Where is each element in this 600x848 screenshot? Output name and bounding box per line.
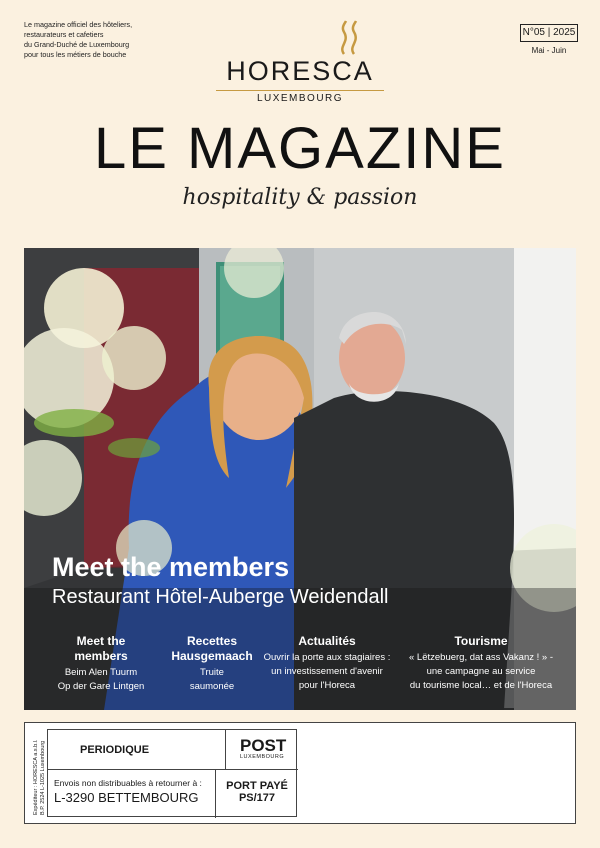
column-text: une campagne au service xyxy=(426,666,536,677)
column-recettes xyxy=(158,634,266,694)
magazine-subtitle: hospitality & passion xyxy=(182,185,418,210)
column-text: Op der Gare Lintgen xyxy=(57,681,145,692)
logo-rule xyxy=(216,90,384,91)
return-address xyxy=(48,770,216,818)
post-logo-word: POST xyxy=(240,736,287,755)
feature-subtitle: Restaurant Hôtel-Auberge Weidendall xyxy=(52,586,389,608)
tagline-line: pour tous les métiers de bouche xyxy=(24,50,127,59)
tagline-line: restaurateurs et cafetiers xyxy=(24,30,104,39)
column-text: du tourisme local… et de l'Horeca xyxy=(409,680,553,691)
column-text: pour l'Horeca xyxy=(298,680,356,691)
column-heading: Meet the xyxy=(76,634,126,648)
column-meet-members xyxy=(42,634,160,694)
issue-info xyxy=(520,24,578,55)
issue-number: N°05 | 2025 xyxy=(520,24,578,42)
port-paye-code: PS/177 xyxy=(238,792,276,804)
column-heading: Recettes xyxy=(186,634,238,648)
tagline-line: Le magazine officiel des hôteliers, xyxy=(24,20,133,29)
column-text: saumonée xyxy=(189,681,235,692)
masthead-tagline xyxy=(24,20,174,60)
column-heading: Hausgemaach xyxy=(171,649,253,663)
post-logo-sub: LUXEMBOURG xyxy=(240,754,285,760)
column-actualites xyxy=(252,634,402,693)
port-paye-label: PORT PAYÉ xyxy=(226,780,288,792)
port-paye xyxy=(216,770,298,818)
periodique-label: PERIODIQUE xyxy=(48,730,226,770)
magazine-title: LE MAGAZINE xyxy=(94,116,506,181)
column-heading: Tourisme xyxy=(454,634,508,648)
column-text: un investissement d'avenir xyxy=(271,666,383,677)
mailing-label xyxy=(24,722,576,824)
tagline-line: du Grand-Duché de Luxembourg xyxy=(24,40,130,49)
column-text: Truite xyxy=(200,667,224,678)
column-text: Beim Alen Tuurm xyxy=(64,667,138,678)
postage-block xyxy=(47,729,297,817)
steam-icon xyxy=(336,20,366,56)
column-text: Ouvrir la porte aux stagiaires : xyxy=(263,652,391,663)
feature-title: Meet the members xyxy=(52,552,290,582)
return-text: Envois non distribuables à retourner à : xyxy=(54,778,202,788)
column-text: « Lëtzebuerg, dat ass Vakanz ! » - xyxy=(409,652,553,663)
column-tourisme xyxy=(396,634,566,693)
cover-photo xyxy=(24,248,576,710)
column-heading: Actualités xyxy=(298,634,356,648)
logo-wordmark: HORESCA xyxy=(226,56,374,86)
return-address-line: L-3290 BETTEMBOURG xyxy=(54,790,199,805)
issue-months: Mai - Juin xyxy=(531,46,567,55)
column-heading: members xyxy=(74,649,128,663)
logo-subtitle: LUXEMBOURG xyxy=(256,93,344,104)
sender-address: Expéditeur : HORESCA a.s.b.l. B.P. 2524 L-1025 Luxembourg xyxy=(33,739,46,815)
post-luxembourg-logo xyxy=(226,730,298,770)
horesca-logo xyxy=(210,20,390,102)
